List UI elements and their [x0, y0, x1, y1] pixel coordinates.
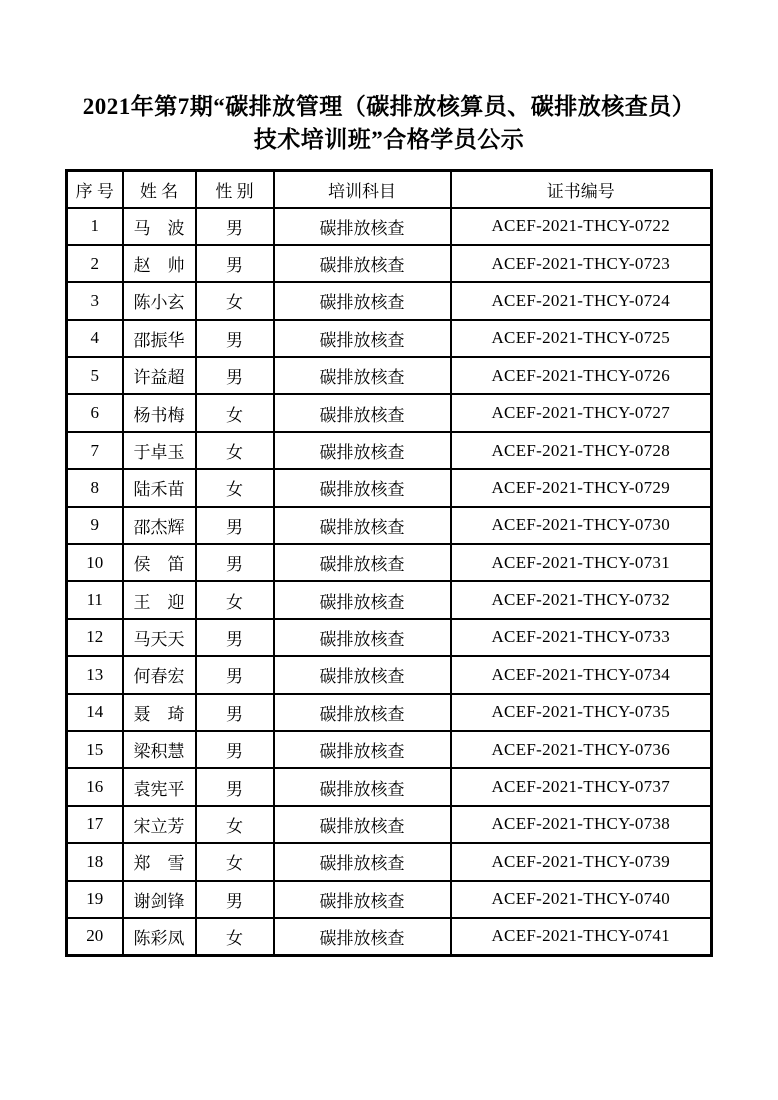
cell-gender: 女 — [196, 394, 274, 431]
cell-subject: 碳排放核查 — [274, 394, 451, 431]
cell-gender: 男 — [196, 768, 274, 805]
cell-cert: ACEF-2021-THCY-0728 — [451, 432, 712, 469]
page-title-line2: 技术培训班”合格学员公示 — [253, 127, 525, 152]
cell-subject: 碳排放核查 — [274, 619, 451, 656]
cell-name: 郑 雪 — [123, 843, 196, 880]
col-header-cert: 证书编号 — [451, 171, 712, 208]
table-row — [67, 245, 712, 282]
table-row — [67, 282, 712, 319]
cell-no: 9 — [67, 507, 123, 544]
cell-gender: 男 — [196, 357, 274, 394]
cell-name: 马 波 — [123, 208, 196, 245]
table-row — [67, 806, 712, 843]
cell-no: 6 — [67, 394, 123, 431]
table-row — [67, 694, 712, 731]
table-row — [67, 208, 712, 245]
cell-gender: 女 — [196, 843, 274, 880]
cell-cert: ACEF-2021-THCY-0736 — [451, 731, 712, 768]
cell-gender: 男 — [196, 694, 274, 731]
cell-gender: 男 — [196, 320, 274, 357]
cell-gender: 男 — [196, 881, 274, 918]
cell-subject: 碳排放核查 — [274, 581, 451, 618]
table-row — [67, 320, 712, 357]
cell-subject: 碳排放核查 — [274, 208, 451, 245]
cell-cert: ACEF-2021-THCY-0731 — [451, 544, 712, 581]
cell-no: 1 — [67, 208, 123, 245]
cell-cert: ACEF-2021-THCY-0741 — [451, 918, 712, 955]
cell-cert: ACEF-2021-THCY-0722 — [451, 208, 712, 245]
cell-subject: 碳排放核查 — [274, 282, 451, 319]
cell-subject: 碳排放核查 — [274, 768, 451, 805]
page-title-line1: 2021年第7期“碳排放管理（碳排放核算员、碳排放核查员） — [82, 94, 696, 119]
table-row — [67, 656, 712, 693]
cell-no: 20 — [67, 918, 123, 955]
col-header-gender: 性 别 — [196, 171, 274, 208]
cell-cert: ACEF-2021-THCY-0725 — [451, 320, 712, 357]
cell-no: 14 — [67, 694, 123, 731]
cell-gender: 男 — [196, 731, 274, 768]
cell-cert: ACEF-2021-THCY-0734 — [451, 656, 712, 693]
table-row — [67, 619, 712, 656]
cell-subject: 碳排放核查 — [274, 357, 451, 394]
cell-name: 袁宪平 — [123, 768, 196, 805]
table-row — [67, 469, 712, 506]
cell-subject: 碳排放核查 — [274, 656, 451, 693]
cell-cert: ACEF-2021-THCY-0738 — [451, 806, 712, 843]
cell-no: 8 — [67, 469, 123, 506]
cell-gender: 女 — [196, 432, 274, 469]
cell-no: 11 — [67, 581, 123, 618]
cell-name: 侯 笛 — [123, 544, 196, 581]
cell-subject: 碳排放核查 — [274, 806, 451, 843]
cell-no: 18 — [67, 843, 123, 880]
cell-name: 赵 帅 — [123, 245, 196, 282]
cell-no: 4 — [67, 320, 123, 357]
table-row — [67, 544, 712, 581]
cell-no: 17 — [67, 806, 123, 843]
table-row — [67, 581, 712, 618]
cell-cert: ACEF-2021-THCY-0729 — [451, 469, 712, 506]
cell-name: 于卓玉 — [123, 432, 196, 469]
cell-name: 陆禾苗 — [123, 469, 196, 506]
cell-cert: ACEF-2021-THCY-0737 — [451, 768, 712, 805]
cell-cert: ACEF-2021-THCY-0726 — [451, 357, 712, 394]
cell-no: 19 — [67, 881, 123, 918]
cell-subject: 碳排放核查 — [274, 881, 451, 918]
cell-gender: 男 — [196, 507, 274, 544]
cell-name: 邵振华 — [123, 320, 196, 357]
cell-gender: 男 — [196, 208, 274, 245]
cell-cert: ACEF-2021-THCY-0732 — [451, 581, 712, 618]
table-row — [67, 394, 712, 431]
cell-cert: ACEF-2021-THCY-0723 — [451, 245, 712, 282]
table-row — [67, 768, 712, 805]
table-body — [67, 208, 712, 956]
cell-subject: 碳排放核查 — [274, 507, 451, 544]
header-row — [67, 171, 712, 208]
cell-cert: ACEF-2021-THCY-0739 — [451, 843, 712, 880]
cell-gender: 女 — [196, 918, 274, 955]
table-row — [67, 432, 712, 469]
table-row — [67, 843, 712, 880]
cell-name: 聂 琦 — [123, 694, 196, 731]
cell-no: 2 — [67, 245, 123, 282]
cell-cert: ACEF-2021-THCY-0733 — [451, 619, 712, 656]
cell-no: 10 — [67, 544, 123, 581]
cell-subject: 碳排放核查 — [274, 320, 451, 357]
page-title — [59, 90, 719, 156]
col-header-subject: 培训科目 — [274, 171, 451, 208]
table-row — [67, 918, 712, 955]
cell-cert: ACEF-2021-THCY-0724 — [451, 282, 712, 319]
cell-gender: 男 — [196, 656, 274, 693]
cell-no: 5 — [67, 357, 123, 394]
cell-name: 杨书梅 — [123, 394, 196, 431]
table-row — [67, 357, 712, 394]
cell-name: 王 迎 — [123, 581, 196, 618]
col-header-no: 序 号 — [67, 171, 123, 208]
cell-subject: 碳排放核查 — [274, 245, 451, 282]
cell-cert: ACEF-2021-THCY-0735 — [451, 694, 712, 731]
cell-no: 12 — [67, 619, 123, 656]
cell-name: 何春宏 — [123, 656, 196, 693]
cell-name: 陈彩凤 — [123, 918, 196, 955]
cell-gender: 男 — [196, 619, 274, 656]
cell-cert: ACEF-2021-THCY-0730 — [451, 507, 712, 544]
cell-gender: 男 — [196, 544, 274, 581]
cell-gender: 女 — [196, 581, 274, 618]
table-row — [67, 881, 712, 918]
cell-subject: 碳排放核查 — [274, 432, 451, 469]
cell-name: 梁积慧 — [123, 731, 196, 768]
cell-gender: 男 — [196, 245, 274, 282]
cell-name: 陈小玄 — [123, 282, 196, 319]
trainee-roster-table — [65, 169, 713, 957]
cell-cert: ACEF-2021-THCY-0740 — [451, 881, 712, 918]
cell-subject: 碳排放核查 — [274, 918, 451, 955]
cell-gender: 女 — [196, 806, 274, 843]
table-head — [67, 171, 712, 208]
cell-subject: 碳排放核查 — [274, 694, 451, 731]
table-row — [67, 507, 712, 544]
cell-gender: 女 — [196, 282, 274, 319]
cell-no: 15 — [67, 731, 123, 768]
cell-name: 马天天 — [123, 619, 196, 656]
cell-subject: 碳排放核查 — [274, 731, 451, 768]
col-header-name: 姓 名 — [123, 171, 196, 208]
cell-name: 宋立芳 — [123, 806, 196, 843]
cell-name: 谢剑锋 — [123, 881, 196, 918]
cell-cert: ACEF-2021-THCY-0727 — [451, 394, 712, 431]
cell-subject: 碳排放核查 — [274, 469, 451, 506]
cell-subject: 碳排放核查 — [274, 843, 451, 880]
cell-no: 16 — [67, 768, 123, 805]
cell-gender: 女 — [196, 469, 274, 506]
cell-name: 邵杰辉 — [123, 507, 196, 544]
cell-no: 7 — [67, 432, 123, 469]
cell-subject: 碳排放核查 — [274, 544, 451, 581]
table-row — [67, 731, 712, 768]
cell-no: 3 — [67, 282, 123, 319]
cell-no: 13 — [67, 656, 123, 693]
cell-name: 许益超 — [123, 357, 196, 394]
